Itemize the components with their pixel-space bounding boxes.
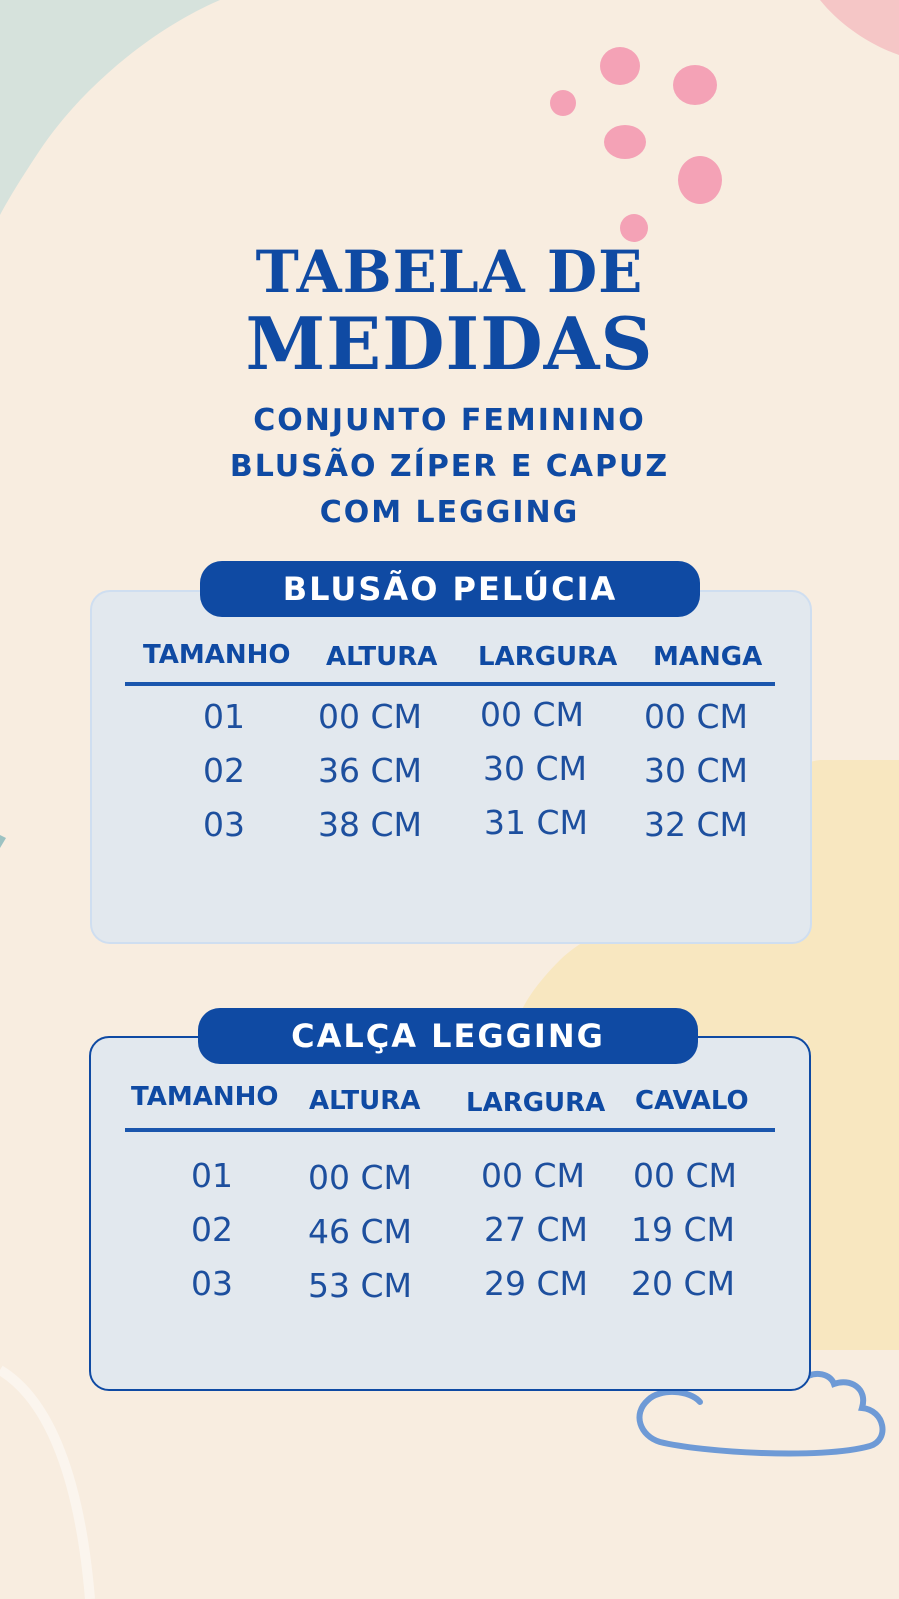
blusao-header-tamanho: TAMANHO xyxy=(143,640,291,670)
teal-mark-shape xyxy=(0,835,6,848)
legging-row1-altura: 00 CM xyxy=(308,1158,412,1197)
blusao-row3-tamanho: 03 xyxy=(203,805,245,844)
blusao-row1-manga: 00 CM xyxy=(644,697,748,736)
white-arc-shape xyxy=(0,1370,90,1599)
blusao-row2-largura: 30 CM xyxy=(483,749,587,788)
blusao-row1-tamanho: 01 xyxy=(203,697,245,736)
blusao-row3-largura: 31 CM xyxy=(484,803,588,842)
legging-row2-tamanho: 02 xyxy=(191,1210,233,1249)
legging-row3-largura: 29 CM xyxy=(484,1264,588,1303)
blusao-row1-altura: 00 CM xyxy=(318,697,422,736)
subtitle-line3: COM LEGGING xyxy=(319,495,580,530)
legging-row2-altura: 46 CM xyxy=(308,1212,412,1251)
blusao-header-largura: LARGURA xyxy=(478,642,618,672)
blusao-header-manga: MANGA xyxy=(653,642,763,672)
legging-row1-largura: 00 CM xyxy=(481,1156,585,1195)
blusao-row2-tamanho: 02 xyxy=(203,751,245,790)
blusao-header-altura: ALTURA xyxy=(326,642,438,672)
legging-header-altura: ALTURA xyxy=(309,1086,421,1116)
blusao-row3-altura: 38 CM xyxy=(318,805,422,844)
legging-row3-cavalo: 20 CM xyxy=(631,1264,735,1303)
legging-row1-tamanho: 01 xyxy=(191,1156,233,1195)
blusao-header-rule xyxy=(125,682,775,686)
blusao-row1-largura: 00 CM xyxy=(480,695,584,734)
legging-header-cavalo: CAVALO xyxy=(635,1086,749,1116)
pink-dots-decoration xyxy=(550,47,722,242)
pink-corner-shape xyxy=(820,0,899,55)
subtitle-line2: BLUSÃO ZÍPER E CAPUZ xyxy=(229,449,670,484)
legging-table-label: CALÇA LEGGING xyxy=(198,1008,698,1064)
legging-row3-tamanho: 03 xyxy=(191,1264,233,1303)
page-title-line2: MEDIDAS xyxy=(245,301,654,386)
page-title-line1: TABELA DE xyxy=(255,238,644,306)
blusao-row2-manga: 30 CM xyxy=(644,751,748,790)
legging-row1-cavalo: 00 CM xyxy=(633,1156,737,1195)
blusao-row3-manga: 32 CM xyxy=(644,805,748,844)
legging-header-tamanho: TAMANHO xyxy=(131,1082,279,1112)
legging-header-largura: LARGURA xyxy=(466,1088,606,1118)
legging-header-rule xyxy=(125,1128,775,1132)
legging-row3-altura: 53 CM xyxy=(308,1266,412,1305)
legging-row2-cavalo: 19 CM xyxy=(631,1210,735,1249)
legging-row2-largura: 27 CM xyxy=(484,1210,588,1249)
blusao-row2-altura: 36 CM xyxy=(318,751,422,790)
subtitle-line1: CONJUNTO FEMININO xyxy=(253,403,646,438)
green-blob-shape xyxy=(0,0,220,215)
blusao-table-label: BLUSÃO PELÚCIA xyxy=(200,561,700,617)
